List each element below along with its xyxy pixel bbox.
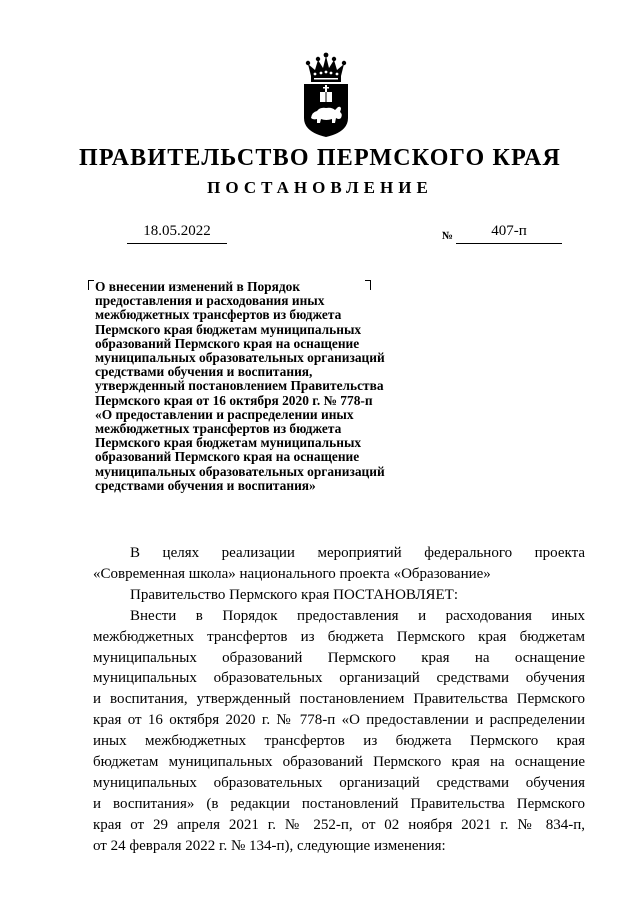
subject-line: «О предоставлении и распределении иных [95,406,354,422]
subject-line: О внесении изменений в Порядок [95,279,301,294]
body-line: и воспитания, утвержденный постановлением Правительства Пермского [93,691,585,708]
perm-krai-coat-of-arms-icon [298,52,354,138]
subject-line: Пермского края бюджетам муниципальных [95,435,362,451]
document-number: 407-п [491,223,527,239]
subject-bracket-left [88,280,94,290]
body-line: муниципальных образовательных организаций средствами обучения [93,774,585,791]
subject-line: средствами обучения и воспитания» [95,477,316,493]
subject-line: межбюджетных трансфертов из бюджета [95,307,342,323]
number-underline [456,243,562,244]
body-line: межбюджетных трансфертов из бюджета Пермского края бюджетам [93,628,585,645]
body-line: иных межбюджетных трансфертов из бюджета Пермского края [93,733,585,750]
body-paragraph-3 [93,606,585,857]
body-paragraph-1 [93,543,585,585]
subject-line: предоставления и расходования иных [95,293,325,309]
subject-line: Пермского края бюджетам муниципальных [95,321,362,337]
subject-line: Пермского края от 16 октября 2020 г. № 778-п [95,392,373,408]
subject-line: образований Пермского края на оснащение [95,449,360,465]
body-line: муниципальных образовательных организаций средствами обучения [93,670,585,687]
body-paragraph-2 [93,585,585,606]
body-line: Правительство Пермского края ПОСТАНОВЛЯЕТ: [130,586,459,603]
body-line: «Современная школа» национального проекта «Образование» [93,565,491,582]
subject-line: муниципальных образовательных организаций [95,463,385,479]
date-underline [127,243,227,244]
government-title: ПРАВИТЕЛЬСТВО ПЕРМСКОГО КРАЯ [78,145,562,171]
subject-line: межбюджетных трансфертов из бюджета [95,421,342,437]
document-subject [95,280,455,493]
document-date: 18.05.2022 [143,223,211,239]
body-line: бюджетам муниципальных образований Пермского края на оснащение [93,754,585,771]
body-line: края от 16 октября 2020 г. № 778-п «О предоставлении и распределении [93,712,585,729]
subject-line: муниципальных образовательных организаций [95,350,385,366]
body-line: муниципальных образований Пермского края на оснащение [93,649,585,666]
subject-line: средствами обучения и воспитания, [95,364,313,380]
body-line: края от 29 апреля 2021 г. № 252-п, от 02 ноября 2021 г. № 834-п, [93,816,585,833]
document-type: ПОСТАНОВЛЕНИЕ [207,178,433,197]
body-line: и воспитания» (в редакции постановлений Правительства Пермского [93,795,585,812]
document-date-field [127,222,227,244]
subject-line: образований Пермского края на оснащение [95,335,360,351]
body-line: от 24 февраля 2022 г. № 134-п), следующие изменения: [93,837,446,854]
body-line: В целях реализации мероприятий федерального проекта [130,545,585,561]
number-sign: № [442,230,454,242]
subject-line: утвержденный постановлением Правительства [95,378,384,394]
body-line: Внести в Порядок предоставления и расходования иных [130,607,585,624]
document-body [93,543,585,857]
